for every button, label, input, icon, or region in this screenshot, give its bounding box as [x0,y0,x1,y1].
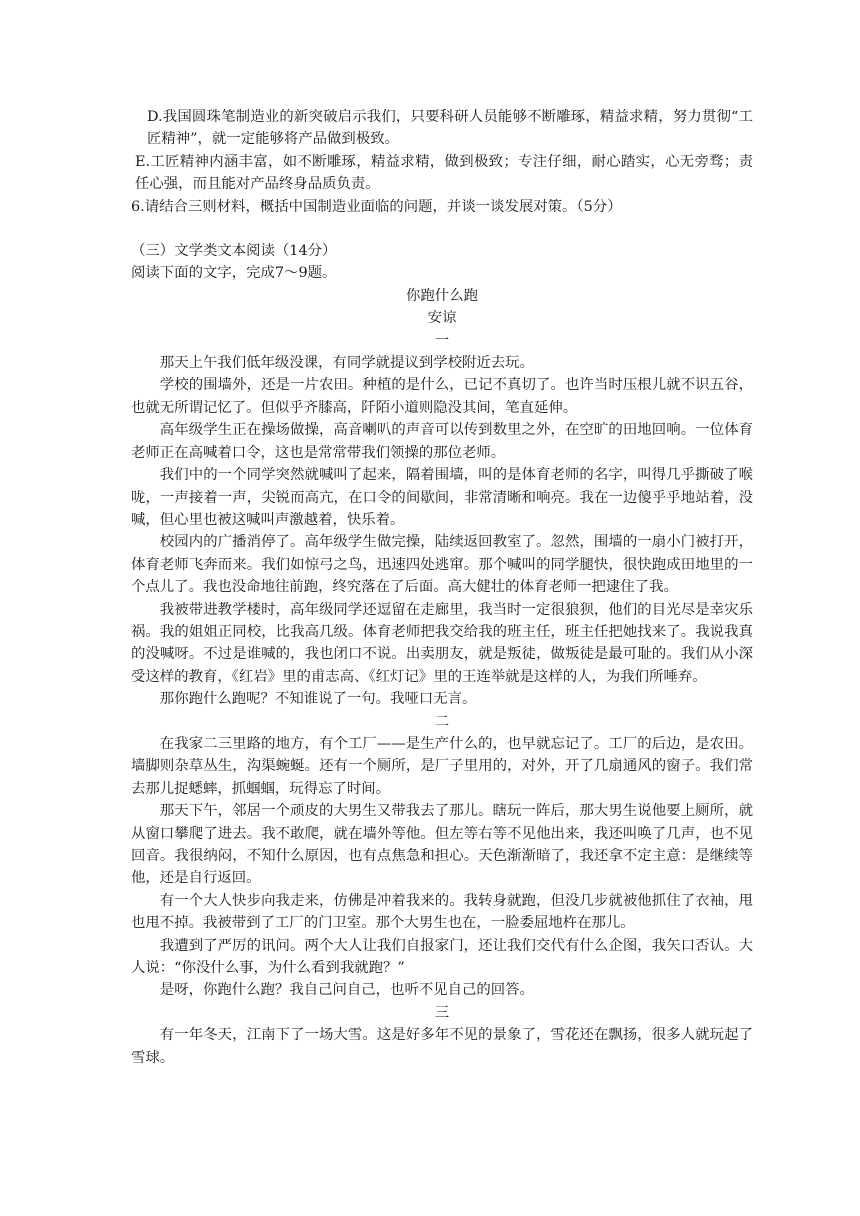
paragraph: 我被带进教学楼时，高年级同学还逗留在走廊里，我当时一定很狼狈，他们的目光尽是幸灾乐祸。我的姐姐正同校，比我高几级。体育老师把我交给我的班主任，班主任把她找来了。我说我真的没喊呀。不过是谁喊的，我也闭口不说。出卖朋友，就是叛徒，做叛徒是最可耻的。我们从小深受这样的教育，《红岩》里的甫志高、《红灯记》里的王连举就是这样的人，为我们所唾弃。 [131,601,753,685]
paragraph: 那天下午，邻居一个顽皮的大男生又带我去了那儿。瞎玩一阵后，那大男生说他要上厕所，就从窗口攀爬了进去。我不敢爬，就在墙外等他。但左等右等不见他出来，我还叫唤了几声，也不见回音。我很纳闷，不知什么原因，也有点焦急和担心。天色渐渐暗了，我还拿不定主意：是继续等他，还是自行返回。 [131,803,753,887]
paragraph: 有一年冬天，江南下了一场大雪。这是好多年不见的景象了，雪花还在飘扬，很多人就玩起了雪球。 [131,1027,753,1066]
page-content [131,106,753,1069]
option-d: D.我国圆珠笔制造业的新突破启示我们，只要科研人员能够不断雕琢，精益求精，努力贯彻“工匠精神”，就一定能够将产品做到极致。 [147,109,753,148]
paragraph: 那你跑什么跑呢？不知谁说了一句。我哑口无言。 [159,691,477,708]
paragraph: 学校的围墙外，还是一片农田。种植的是什么，已记不真切了。也许当时压根儿就不识五谷，也就无所谓记忆了。但似乎齐膝高，阡陌小道则隐没其间，笔直延伸。 [131,377,753,416]
paragraph: 有一个大人快步向我走来，仿佛是冲着我来的。我转身就跑，但没几步就被他抓住了衣袖，甩也甩不掉。我被带到了工厂的门卫室。那个大男生也在，一脸委屈地杵在那儿。 [131,892,753,932]
paragraph: 高年级学生正在操场做操，高音喇叭的声音可以传到数里之外，在空旷的田地回响。一位体育老师正在高喊着口令，这也是常常带我们领操的那位老师。 [131,422,753,461]
section-header: （三）文学类文本阅读（14分） [131,243,337,260]
essay-title: 你跑什么跑 [406,287,478,304]
paragraph: 在我家二三里路的地方，有个工厂——是生产什么的，也早就忘记了。工厂的后边，是农田。墙脚则杂草丛生，沟渠蜿蜒。还有一个厕所，是厂子里用的，对外，开了几扇通风的窗子。我们常去那儿捉蟋蟀，抓蝈蝈，玩得忘了时间。 [131,735,753,797]
part-number: 二 [434,713,450,730]
section-instruction: 阅读下面的文字，完成7～9题。 [131,265,337,282]
paragraph: 校园内的广播消停了。高年级学生做完操，陆续返回教室了。忽然，围墙的一扇小门被打开，体育老师飞奔而来。我们如惊弓之鸟，迅速四处逃窜。那个喊叫的同学腿快，很快跑成田地里的一个点儿了。我也没命地往前跑，终究落在了后面。高大健壮的体育老师一把逮住了我。 [131,534,753,596]
essay-author: 安谅 [427,310,457,327]
paragraph: 那天上午我们低年级没课，有同学就提议到学校附近去玩。 [159,355,534,372]
paragraph: 我们中的一个同学突然就喊叫了起来，隔着围墙，叫的是体育老师的名字，叫得几乎撕破了喉咙，一声接着一声，尖锐而高亢，在口令的间歇间，非常清晰和响亮。我在一边傻乎乎地站着，没喊，但心里也被这喊叫声激越着，快乐着。 [131,467,753,528]
part-number: 三 [434,1004,450,1021]
part-number: 一 [434,332,450,349]
paragraph: 我遭到了严厉的讯问。两个大人让我们自报家门，还让我们交代有什么企图，我矢口否认。大人说：“你没什么事，为什么看到我就跑？” [131,937,753,977]
question-6: 6.请结合三则材料，概括中国制造业面临的问题，并谈一谈发展对策。（5分） [131,198,622,215]
option-e: E.工匠精神内涵丰富，如不断雕琢，精益求精，做到极致；专注仔细，耐心踏实，心无旁骛；责任心强，而且能对产品终身品质负责。 [135,153,753,193]
spacer [131,218,753,240]
paragraph: 是呀，你跑什么跑？我自己问自己，也听不见自己的回答。 [159,982,534,999]
